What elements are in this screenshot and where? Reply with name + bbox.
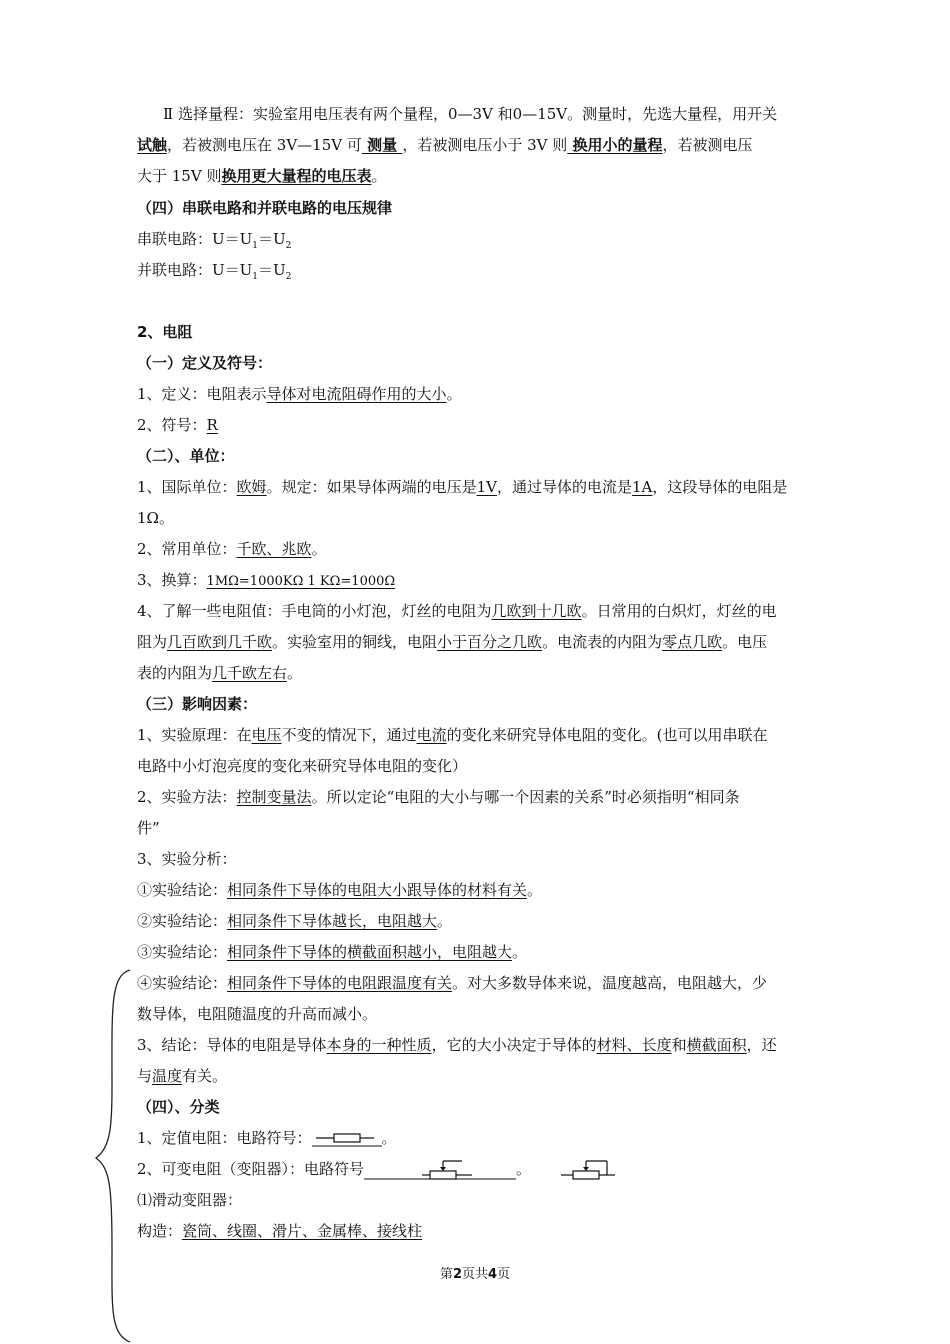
answer-blank: 材料 bbox=[596, 1036, 627, 1054]
answer-blank: 电流 bbox=[416, 726, 447, 744]
text: 阻为 bbox=[137, 633, 168, 651]
text: 1、国际单位： bbox=[137, 478, 237, 496]
answer-blank: 1V bbox=[476, 478, 497, 496]
text: 。所以定论“电阻的大小与哪一个因素的关系”时必须指明“相同条 bbox=[311, 788, 740, 806]
text: ，通过导体的电流是 bbox=[496, 478, 632, 496]
series-rule bbox=[137, 229, 817, 256]
text: 。电流表的内阻为 bbox=[542, 633, 663, 651]
text: 1、定值电阻：电路符号： bbox=[137, 1129, 312, 1147]
unit-line-4b bbox=[137, 632, 817, 652]
voltage-rules-heading: （四）串联电路和并联电路的电压规律 bbox=[137, 199, 393, 217]
text: 2、常用单位： bbox=[137, 540, 237, 558]
brace-mark bbox=[92, 968, 136, 1344]
unit-heading: （二）、单位： bbox=[137, 447, 235, 465]
answer-blank: 1A bbox=[631, 478, 653, 496]
conclusion-2 bbox=[137, 911, 817, 931]
answer-blank: 本身的一种性质 bbox=[326, 1036, 432, 1054]
conclusion-1 bbox=[137, 880, 817, 900]
conclusion-3 bbox=[137, 942, 817, 962]
text: 与 bbox=[137, 1067, 153, 1085]
text: 。 bbox=[287, 664, 303, 682]
text: 第 bbox=[439, 1267, 453, 1282]
text: 。日常用的白炽灯，灯丝的电 bbox=[581, 602, 777, 620]
text: 。 bbox=[381, 1129, 397, 1147]
conclusion-4b: 数导体，电阻随温度的升高而减小。 bbox=[137, 1005, 378, 1023]
range-line-3 bbox=[137, 166, 817, 186]
text: 表的内阻为 bbox=[137, 664, 213, 682]
text: ，若被测电压在 3V—15V 可 bbox=[167, 136, 362, 154]
subscript: 1 bbox=[252, 241, 259, 251]
answer-blank: 相同条件下导体的横截面积越小，电阻越大 bbox=[227, 943, 513, 961]
definition-heading: （一）定义及符号： bbox=[137, 354, 273, 372]
text: ＝U bbox=[258, 230, 286, 248]
answer-blank: 千欧、兆欧 bbox=[236, 540, 312, 558]
text: ，若被测电压小于 3V 则 bbox=[402, 136, 568, 154]
answer-blank: 、 bbox=[626, 1036, 642, 1054]
subscript: 2 bbox=[285, 272, 292, 282]
text: 大于 15V 则 bbox=[137, 167, 222, 185]
text: 不变的情况下，通过 bbox=[281, 726, 417, 744]
answer-blank: 电压 bbox=[251, 726, 282, 744]
unit-line-4c bbox=[137, 663, 817, 683]
text: 页共 bbox=[461, 1267, 488, 1282]
text: 2、可变电阻（变阻器）：电路符号 bbox=[137, 1160, 365, 1178]
rheostat-symbol bbox=[364, 1159, 516, 1181]
text: 。实验室用的铜线，电阻 bbox=[272, 633, 438, 651]
parallel-rule bbox=[137, 260, 817, 287]
factor-line-1 bbox=[137, 725, 817, 745]
unit-line-4 bbox=[137, 601, 817, 621]
factor-heading: （三）影响因素： bbox=[137, 695, 258, 713]
subscript: 2 bbox=[285, 241, 292, 251]
text: ，它的大小决定于导体的 bbox=[431, 1036, 597, 1054]
answer-blank: 零点几欧 bbox=[662, 633, 723, 651]
text: 。 bbox=[437, 912, 453, 930]
answer-blank: R bbox=[206, 416, 218, 434]
text: Ⅱ 选择量程：实验室用电压表有两个量程，0—3V 和0—15V。测量时，先选大量程，用开关 bbox=[163, 105, 778, 123]
summary-line-b bbox=[137, 1066, 817, 1086]
answer-blank: 相同条件下导体越长，电阻越大 bbox=[227, 912, 438, 930]
rheostat-alt-symbol bbox=[559, 1159, 619, 1181]
text: 。 bbox=[527, 881, 543, 899]
text: 页 bbox=[497, 1267, 511, 1282]
text: 2、符号： bbox=[137, 416, 207, 434]
text: ②实验结论： bbox=[137, 912, 228, 930]
page-number: 2 bbox=[452, 1267, 462, 1282]
answer-blank: 试触 bbox=[137, 136, 168, 154]
construction-line bbox=[137, 1221, 817, 1241]
answer-blank: 换用更大量程的电压表 bbox=[221, 167, 372, 185]
text: 。规定：如果导体两端的电压是 bbox=[266, 478, 477, 496]
text: ＝U bbox=[258, 261, 286, 279]
answer-blank: 长度 bbox=[641, 1036, 672, 1054]
answer-blank: 1MΩ=1000KΩ 1 KΩ=1000Ω bbox=[206, 574, 396, 589]
slide-rheostat-line: ⑴滑动变阻器： bbox=[137, 1191, 243, 1209]
text: 4、了解一些电阻值：手电筒的小灯泡，灯丝的电阻为 bbox=[137, 602, 492, 620]
answer-blank: 几欧到十几欧 bbox=[491, 602, 582, 620]
text: 和 bbox=[671, 1036, 687, 1054]
unit-line-3 bbox=[137, 570, 817, 592]
text: 有关。 bbox=[182, 1067, 228, 1085]
answer-blank: 瓷筒、线圈、滑片、金属棒、接线柱 bbox=[182, 1222, 423, 1240]
answer-blank: 相同条件下导体的电阻大小跟导体的材料有关 bbox=[227, 881, 528, 899]
text: 3、结论：导体的电阻是导体 bbox=[137, 1036, 327, 1054]
range-line-2 bbox=[137, 135, 817, 155]
answer-blank: 导体对电流阻碍作用的大小 bbox=[266, 385, 447, 403]
factor-line-2b: 件” bbox=[137, 819, 160, 837]
answer-blank: 几千欧左右 bbox=[212, 664, 288, 682]
answer-blank: 小于百分之几欧 bbox=[437, 633, 543, 651]
text: 3、换算： bbox=[137, 571, 207, 589]
variable-resistor-line bbox=[137, 1159, 817, 1181]
text: ，还 bbox=[746, 1036, 777, 1054]
summary-line bbox=[137, 1035, 817, 1055]
text: 1、定义：电阻表示 bbox=[137, 385, 267, 403]
text: 。 bbox=[516, 1160, 532, 1178]
text: 。电压 bbox=[722, 633, 768, 651]
unit-line-1b: 1Ω。 bbox=[137, 509, 174, 527]
text: 。 bbox=[512, 943, 528, 961]
text: 的变化来研究导体电阻的变化。(也可以用串联在 bbox=[446, 726, 768, 744]
unit-line-1 bbox=[137, 477, 817, 497]
page-footer bbox=[0, 1266, 950, 1284]
fixed-resistor-symbol bbox=[312, 1130, 382, 1148]
conclusion-4 bbox=[137, 973, 817, 993]
text: 。对大多数导体来说，温度越高，电阻越大，少 bbox=[452, 974, 768, 992]
fixed-resistor-line bbox=[137, 1128, 817, 1148]
answer-blank: 温度 bbox=[152, 1067, 183, 1085]
answer-blank: 相同条件下导体的电阻跟温度有关 bbox=[227, 974, 453, 992]
subscript: 1 bbox=[252, 272, 259, 282]
section-title: 2、电阻 bbox=[137, 323, 193, 341]
symbol-line bbox=[137, 415, 817, 435]
text: 2、实验方法： bbox=[137, 788, 237, 806]
text: ，这段导体的电阻是 bbox=[652, 478, 788, 496]
text: 并联电路：U＝U bbox=[137, 261, 253, 279]
answer-blank: 测量 bbox=[361, 136, 403, 154]
factor-line-2 bbox=[137, 787, 817, 807]
text: 构造： bbox=[137, 1222, 183, 1240]
factor-line-1b: 电路中小灯泡亮度的变化来研究导体电阻的变化） bbox=[137, 757, 468, 775]
factor-line-3: 3、实验分析： bbox=[137, 850, 237, 868]
answer-blank: 欧姆 bbox=[236, 478, 267, 496]
answer-blank: 换用小的量程 bbox=[567, 136, 663, 154]
text: 。 bbox=[446, 385, 462, 403]
range-line-1 bbox=[137, 104, 817, 124]
answer-blank: 控制变量法 bbox=[236, 788, 312, 806]
text: 串联电路：U＝U bbox=[137, 230, 253, 248]
page-total: 4 bbox=[488, 1267, 498, 1282]
answer-blank: 几百欧到几千欧 bbox=[167, 633, 273, 651]
text: ，若被测电压 bbox=[662, 136, 753, 154]
definition-line bbox=[137, 384, 817, 404]
text: ④实验结论： bbox=[137, 974, 228, 992]
text: ③实验结论： bbox=[137, 943, 228, 961]
text: 1、实验原理：在 bbox=[137, 726, 252, 744]
text: 。 bbox=[311, 540, 327, 558]
answer-blank: 横截面积 bbox=[686, 1036, 747, 1054]
unit-line-2 bbox=[137, 539, 817, 559]
text: 。 bbox=[371, 167, 387, 185]
text: ①实验结论： bbox=[137, 881, 228, 899]
class-heading: （四）、分类 bbox=[137, 1098, 220, 1116]
